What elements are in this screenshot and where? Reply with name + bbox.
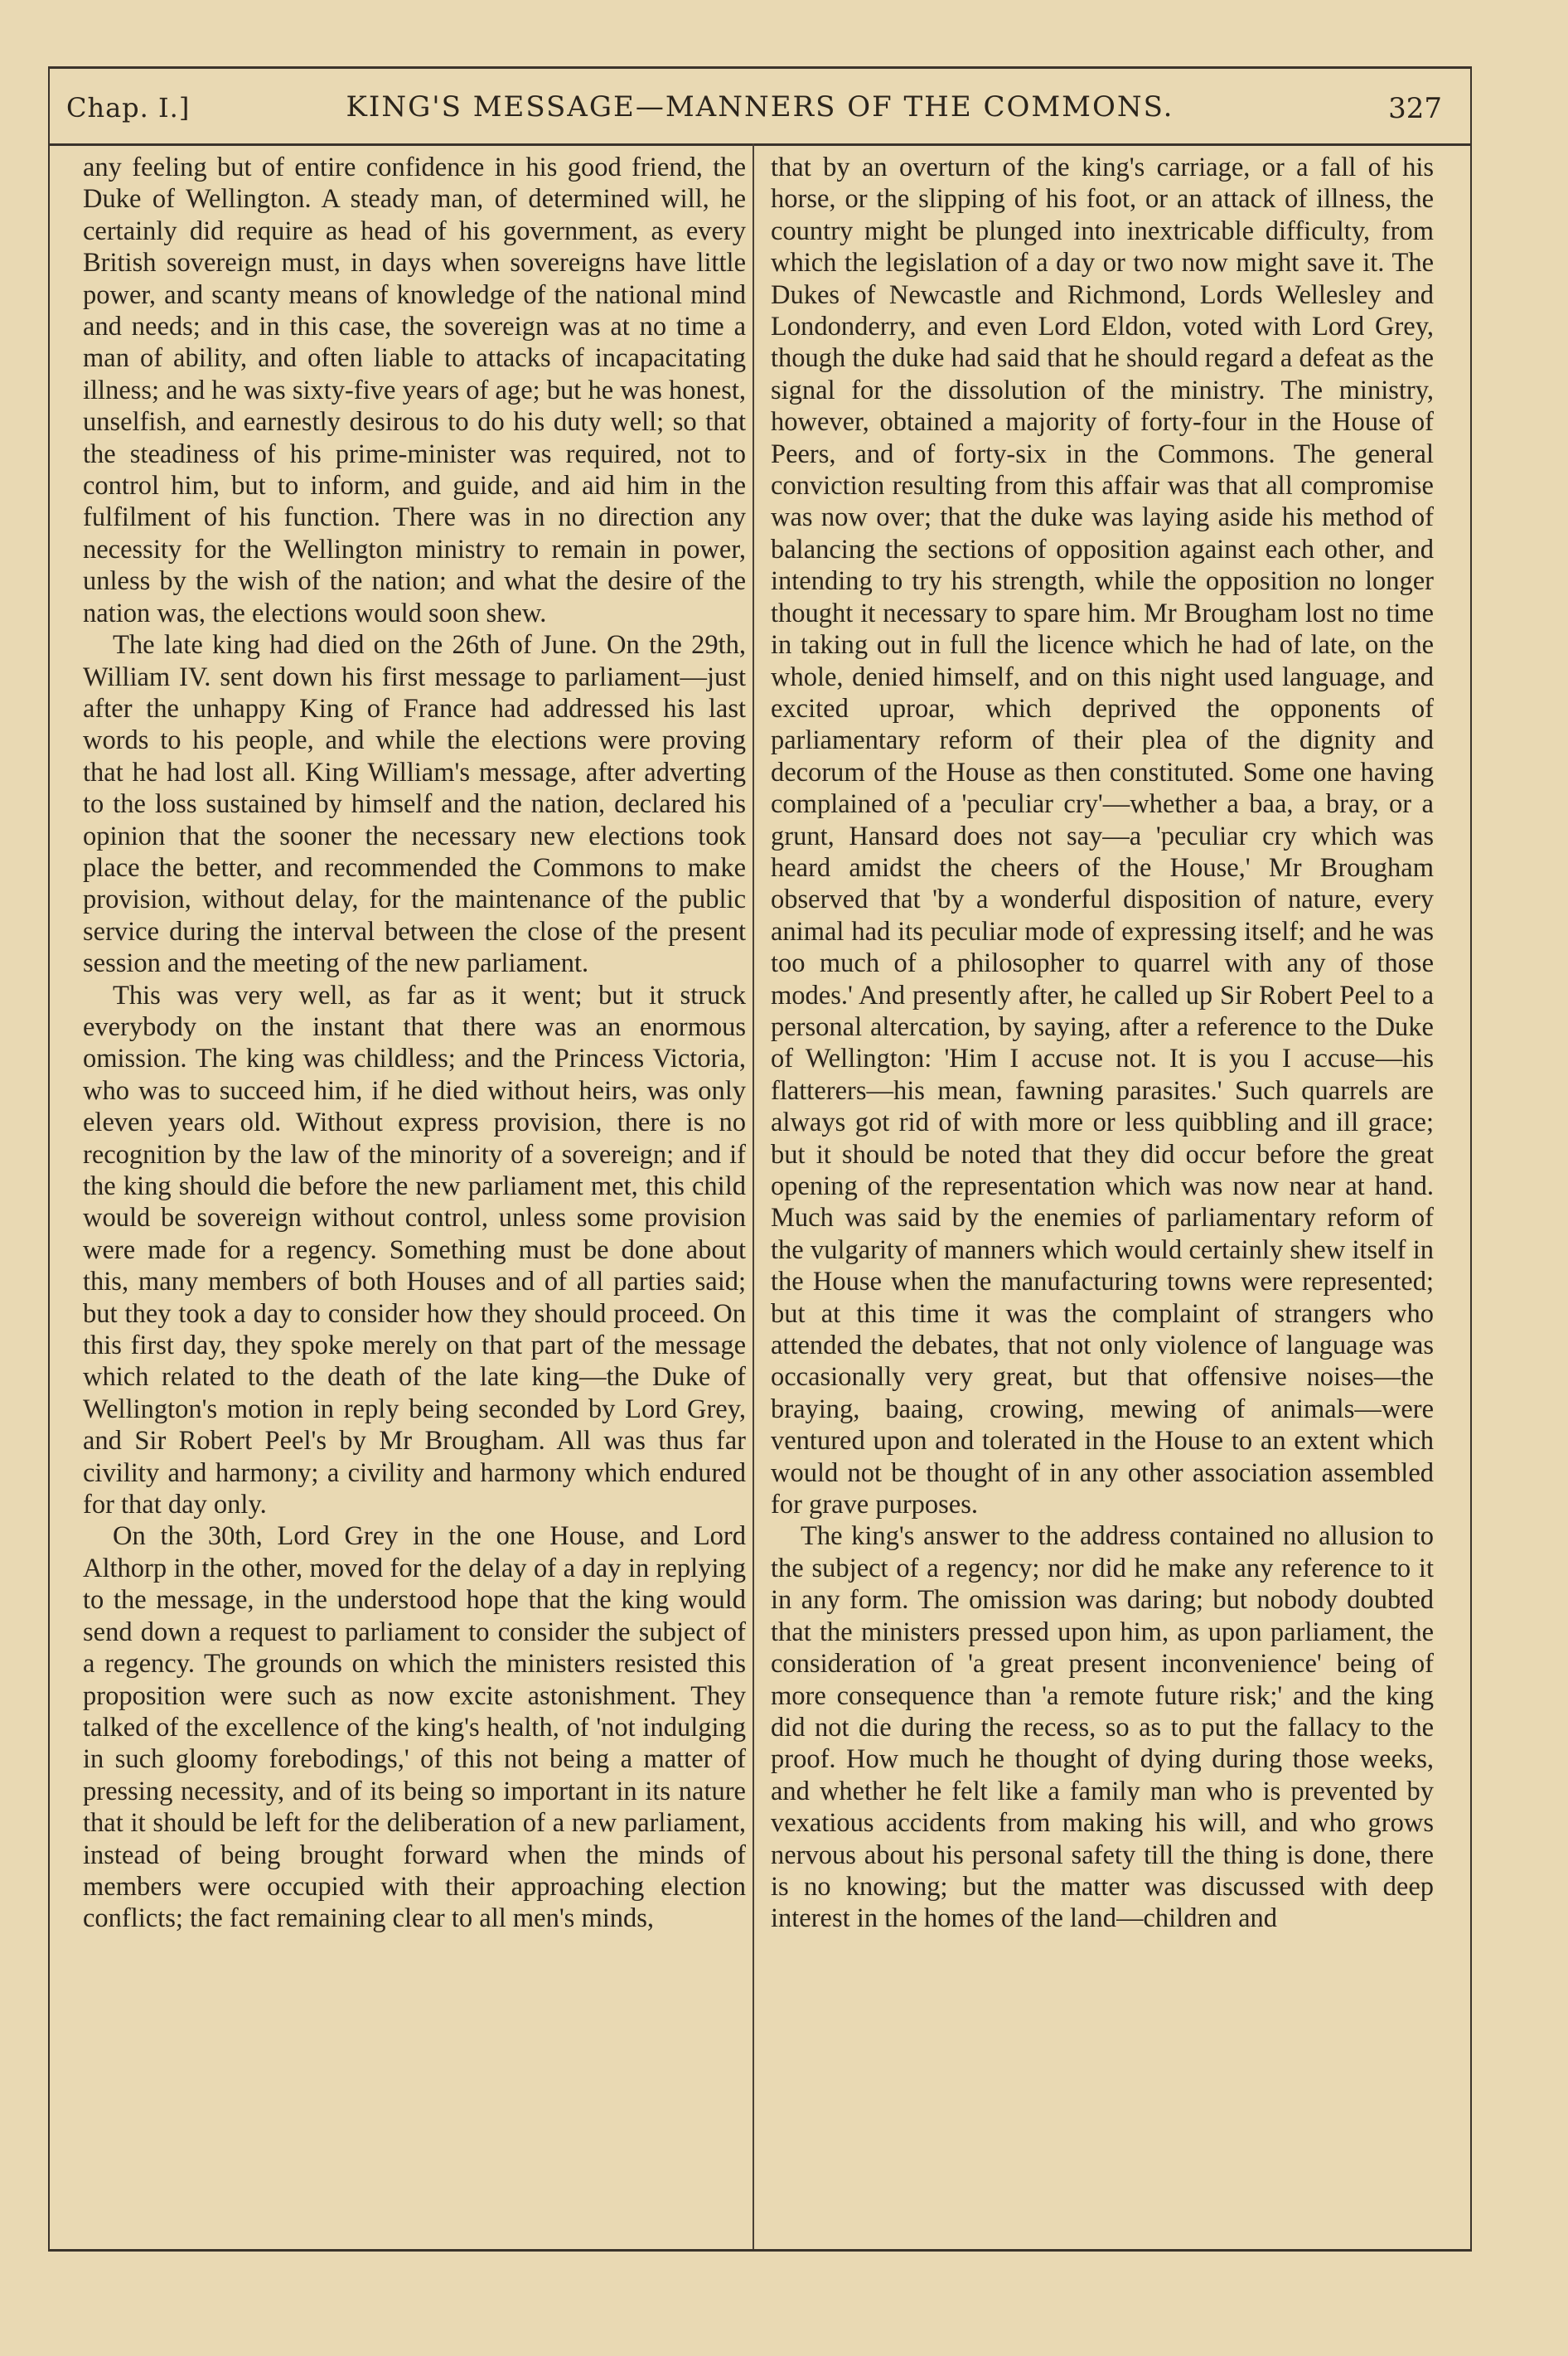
paragraph: The late king had died on the 26th of June. On the 29th, William IV. sent down his first message to parliament—just after the unhappy King of France had addressed his last words to his people, and while the elections were proving that he had lost all. King William's message, after adverting to the loss sustained by himself and the nation, declared his opinion that the sooner the necessary new elections took place the better, and recommended the Commons to make provision, without delay, for the maintenance of the public service during the interval between the close of the present session and the meeting of the new parliament.: [83, 630, 746, 979]
paragraph: This was very well, as far as it went; but it struck everybody on the instant that there was an enormous omission. The king was childless; and the Princess Victoria, who was to succeed him, if he died without heirs, was only eleven years old. Without express provision, there is no recognition by the law of the minority of a sovereign; and if the king should die before the new parliament met, this child would be sovereign without control, unless some provision were made for a regency. Something must be done about this, many members of both Houses and of all parties said; but they took a day to consider how they should proceed. On this first day, they spoke merely on that part of the message which related to the death of the late king—the Duke of Wellington's motion in reply being seconded by Lord Grey, and Sir Robert Peel's by Mr Brougham. All was thus far civility and harmony; a civility and harmony which endured for that day only.: [83, 980, 746, 1520]
chapter-label: Chap. I.]: [66, 92, 191, 124]
right-column: [771, 152, 1434, 1935]
left-column: [83, 152, 746, 1935]
column-divider: [753, 143, 754, 2249]
paragraph: any feeling but of entire confidence in his good friend, the Duke of Wellington. A steady man, of determined will, he certainly did require as head of his government, as every British sovereign must, in days when sovereigns have little power, and scanty means of knowledge of the national mind and needs; and in this case, the sovereign was at no time a man of ability, and often liable to attacks of incapacitating illness; and he was sixty-five years of age; but he was honest, unselfish, and earnestly desirous to do his duty well; so that the steadiness of his prime-minister was required, not to control him, but to inform, and guide, and aid him in the fulfilment of his function. There was in no direction any necessity for the Wellington ministry to remain in power, unless by the wish of the nation; and what the desire of the nation was, the elections would soon shew.: [83, 153, 746, 628]
running-head: [50, 69, 1470, 146]
page-frame: [48, 66, 1472, 2252]
page-number: 327: [1388, 92, 1442, 125]
page-title: KING'S MESSAGE—MANNERS OF THE COMMONS.: [346, 90, 1174, 124]
paragraph: On the 30th, Lord Grey in the one House, and Lord Althorp in the other, moved for the delay of a day in replying to the message, in the understood hope that the king would send down a request to parliament to consider the subject of a regency. The grounds on which the ministers resisted this proposition were such as now excite astonishment. They talked of the excellence of the king's health, of 'not indulging in such gloomy forebodings,' of this not being a matter of pressing necessity, and of its being so important in its nature that it should be left for the deliberation of a new parliament, instead of being brought forward when the minds of members were occupied with their approaching election conflicts; the fact remaining clear to all men's minds,: [83, 1521, 746, 1934]
paragraph: The king's answer to the address contained no allusion to the subject of a regency; nor did he make any reference to it in any form. The omission was daring; but nobody doubted that the ministers pressed upon him, as upon parliament, the consideration of 'a great present inconvenience' being of more consequence than 'a remote future risk;' and the king did not die during the recess, so as to put the fallacy to the proof. How much he thought of dying during those weeks, and whether he felt like a family man who is prevented by vexatious accidents from making his will, and who grows nervous about his personal safety till the thing is done, there is no knowing; but the matter was discussed with deep interest in the homes of the land—children and: [771, 1521, 1434, 1934]
paragraph: that by an overturn of the king's carriage, or a fall of his horse, or the slipping of his foot, or an attack of illness, the country might be plunged into inextricable difficulty, from which the legislation of a day or two now might save it. The Dukes of Newcastle and Richmond, Lords Wellesley and Londonderry, and even Lord Eldon, voted with Lord Grey, though the duke had said that he should regard a defeat as the signal for the dissolution of the ministry. The ministry, however, obtained a majority of forty-four in the House of Peers, and of forty-six in the Commons. The general conviction resulting from this affair was that all compromise was now over; that the duke was laying aside his method of balancing the sections of opposition against each other, and intending to try his strength, while the opposition no longer thought it necessary to spare him. Mr Brougham lost no time in taking out in full the licence which he had of late, on the whole, denied himself, and on this night used language, and excited uproar, which deprived the opponents of parliamentary reform of their plea of the dignity and decorum of the House as then constituted. Some one having complained of a 'peculiar cry'—whether a baa, a bray, or a grunt, Hansard does not say—a 'peculiar cry which was heard amidst the cheers of the House,' Mr Brougham observed that 'by a wonderful disposition of nature, every animal had its peculiar mode of expressing itself; and he was too much of a philosopher to quarrel with any of those modes.' And presently after, he called up Sir Robert Peel to a personal altercation, by saying, after a reference to the Duke of Wellington: 'Him I accuse not. It is you I accuse—his flatterers—his mean, fawning parasites.' Such quarrels are always got rid of with more or less quibbling and ill grace; but it should be noted that they did occur before the great opening of the representation which was now near at hand. Much was said by the enemies of parliamentary reform of the vulgarity of manners which would certainly shew itself in the House when the manufacturing towns were represented; but at this time it was the complaint of strangers who attended the debates, that not only violence of language was occasionally very great, but that offensive noises—the braying, baaing, crowing, mewing of animals—were ventured upon and tolerated in the House to an extent which would not be thought of in any other association assembled for grave purposes.: [771, 153, 1434, 1520]
